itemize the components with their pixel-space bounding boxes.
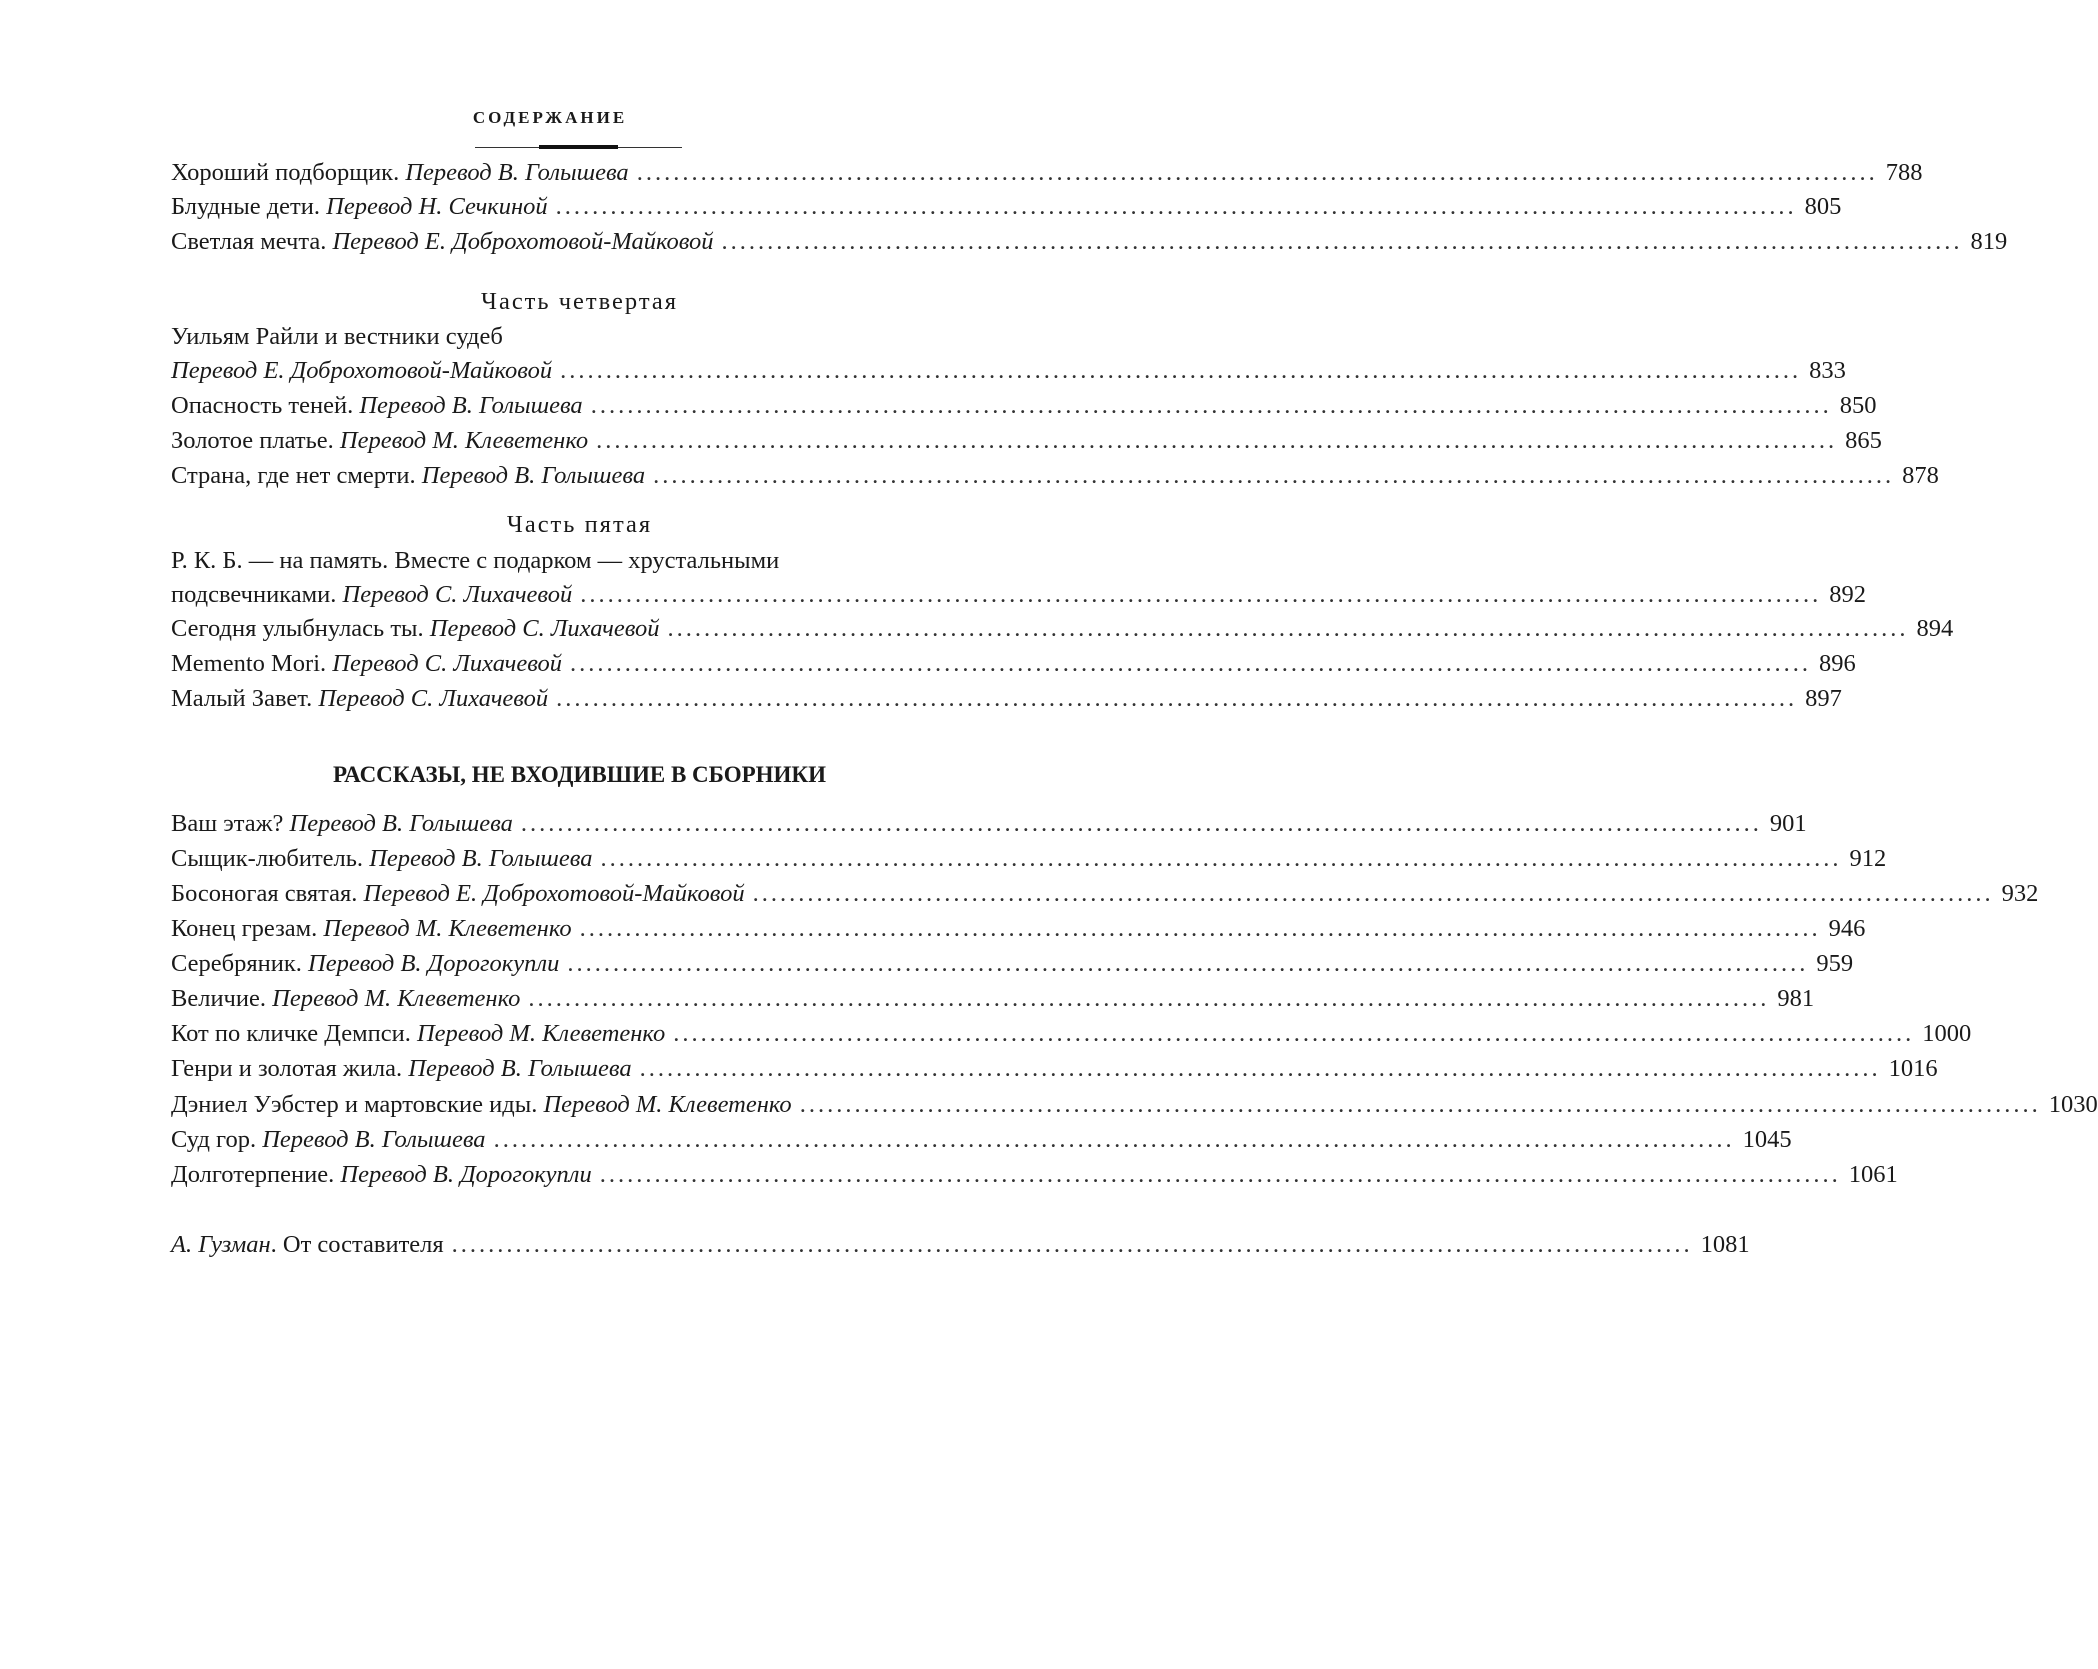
part-heading: Часть пятая: [506, 511, 653, 538]
leader-dots: ........................................................................................................................................: [667, 615, 1909, 642]
entry-title: Босоногая святая.: [171, 880, 364, 907]
toc-entry[interactable]: [171, 1158, 1898, 1192]
entry-page: 1081: [1700, 1231, 1750, 1258]
entry-title: Страна, где нет смерти.: [171, 462, 422, 489]
entry-translator: Перевод М. Клеветенко: [339, 427, 589, 454]
entry-translator: Перевод М. Клеветенко: [272, 985, 521, 1012]
entry-page: 1000: [1922, 1020, 1972, 1047]
leader-dots: ........................................................................................................................................: [520, 810, 1762, 837]
leader-dots: ........................................................................................................................................: [570, 650, 1812, 677]
leader-dots: ........................................................................................................................................: [556, 685, 1798, 712]
toc-entry[interactable]: [171, 912, 1866, 946]
entry-title-line: Р. К. Б. — на память. Вместе с подарком — хрустальными: [171, 547, 780, 574]
entry-page: 850: [1839, 392, 1877, 419]
leader-dots: ........................................................................................................................................: [636, 159, 1878, 186]
entry-title: Малый Завет.: [171, 685, 319, 712]
entry-page: 892: [1829, 581, 1866, 608]
leader-dots: ........................................................................................................................................: [721, 228, 1963, 255]
entry-page: 959: [1816, 950, 1854, 977]
entry-page: 894: [1916, 615, 1954, 642]
leader-dots: ........................................................................................................................................: [555, 193, 1797, 220]
entry-title: Опасность теней.: [171, 392, 360, 419]
entry-title: Величие.: [171, 985, 273, 1012]
entry-title: Кот по кличке Демпси.: [171, 1020, 417, 1047]
entry-title: Золотое платье.: [171, 427, 340, 454]
toc-entry-afterword[interactable]: [171, 1228, 1750, 1262]
entry-translator: Перевод В. Голышева: [262, 1126, 486, 1153]
afterword-author: А. Гузман: [171, 1231, 271, 1258]
entry-page: 1016: [1888, 1055, 1938, 1082]
entry-translator: Перевод В. Голышева: [405, 159, 629, 186]
toc-entry[interactable]: [171, 1123, 1792, 1157]
leader-dots: ........................................................................................................................................: [590, 392, 1832, 419]
entry-translator: Перевод С. Лихачевой: [332, 650, 563, 677]
toc-entry[interactable]: [171, 947, 1854, 981]
entry-title: подсвечниками.: [171, 581, 343, 608]
toc-entry[interactable]: [171, 459, 1939, 493]
entry-title: Ваш этаж?: [171, 810, 290, 837]
entry-translator: Перевод В. Дорогокупли: [308, 950, 560, 977]
toc-entry[interactable]: [171, 1017, 1972, 1051]
entry-title: Дэниел Уэбстер и мартовские иды.: [171, 1091, 544, 1118]
leader-dots: ........................................................................................................................................: [579, 915, 1821, 942]
entry-translator: Перевод Е. Доброхотовой-Майковой: [171, 357, 553, 384]
leader-dots: ........................................................................................................................................: [580, 581, 1822, 608]
toc-entry[interactable]: [171, 389, 1877, 423]
entry-page: 805: [1804, 193, 1842, 220]
entry-translator: Перевод М. Клеветенко: [543, 1091, 792, 1118]
entry-translator: Перевод В. Голышева: [408, 1055, 632, 1082]
entry-translator: Перевод С. Лихачевой: [318, 685, 549, 712]
toc-entry[interactable]: [171, 682, 1842, 716]
leader-dots: ........................................................................................................................................: [752, 880, 1994, 907]
entry-translator: Перевод В. Голышева: [359, 392, 583, 419]
toc-entry[interactable]: [171, 612, 1954, 646]
toc-entry[interactable]: [171, 877, 2039, 911]
entry-translator: Перевод Е. Доброхотовой-Майковой: [363, 880, 745, 907]
toc-entry[interactable]: [171, 225, 2008, 259]
entry-translator: Перевод В. Голышева: [421, 462, 646, 489]
entry-title-line: Уильям Райли и вестники судеб: [171, 323, 503, 350]
toc-entry[interactable]: [171, 1088, 2098, 1122]
afterword-title: . От составителя: [270, 1231, 444, 1258]
entry-page: 932: [2001, 880, 2039, 907]
entry-page: 981: [1777, 985, 1815, 1012]
entry-translator: Перевод В. Голышева: [369, 845, 593, 872]
entry-page: 878: [1902, 462, 1939, 489]
leader-dots: ........................................................................................................................................: [567, 950, 1809, 977]
leader-dots: ........................................................................................................................................: [673, 1020, 1915, 1047]
leader-dots: ........................................................................................................................................: [653, 462, 1895, 489]
leader-dots: ........................................................................................................................................: [599, 1161, 1841, 1188]
toc-entry[interactable]: [171, 647, 1856, 681]
entry-page: 1030: [2048, 1091, 2098, 1118]
entry-page: 1061: [1848, 1161, 1898, 1188]
entry-title: Суд гор.: [171, 1126, 263, 1153]
entry-page: 865: [1845, 427, 1882, 454]
entry-title: Генри и золотая жила.: [171, 1055, 409, 1082]
header-rule-accent: [539, 145, 618, 149]
entry-page: 788: [1885, 159, 1923, 186]
leader-dots: ........................................................................................................................................: [560, 357, 1802, 384]
entry-title: Хороший подборщик.: [171, 159, 406, 186]
leader-dots: ........................................................................................................................................: [493, 1126, 1735, 1153]
entry-title: Светлая мечта.: [171, 228, 333, 255]
toc-entry[interactable]: [171, 1052, 1938, 1086]
entry-page: 946: [1828, 915, 1866, 942]
part-heading: Часть четвертая: [481, 288, 678, 315]
entry-title: Долготерпение.: [171, 1161, 341, 1188]
entry-translator: Перевод В. Дорогокупли: [340, 1161, 592, 1188]
leader-dots: ........................................................................................................................................: [799, 1091, 2041, 1118]
entry-title: Сыщик-любитель.: [171, 845, 370, 872]
entry-page: 912: [1849, 845, 1887, 872]
entry-title: Блудные дети.: [171, 193, 327, 220]
leader-dots: ........................................................................................................................................: [596, 427, 1838, 454]
entry-page: 901: [1769, 810, 1807, 837]
toc-entry[interactable]: [171, 807, 1807, 841]
entry-title: Серебряник.: [171, 950, 308, 977]
toc-entry[interactable]: [171, 578, 1866, 612]
entry-translator: Перевод С. Лихачевой: [342, 581, 573, 608]
leader-dots: ........................................................................................................................................: [528, 985, 1770, 1012]
entry-title: Конец грезам.: [171, 915, 324, 942]
toc-entry[interactable]: [171, 424, 1882, 458]
entry-translator: Перевод М. Клеветенко: [323, 915, 572, 942]
toc-entry[interactable]: [171, 982, 1815, 1016]
toc-entry[interactable]: [171, 354, 1846, 388]
leader-dots: ........................................................................................................................................: [600, 845, 1842, 872]
entry-translator: Перевод Н. Сечкиной: [326, 193, 548, 220]
leader-dots: ........................................................................................................................................: [639, 1055, 1881, 1082]
entry-translator: Перевод Е. Доброхотовой-Майковой: [332, 228, 714, 255]
entry-page: 833: [1809, 357, 1846, 384]
toc-entry[interactable]: [171, 842, 1887, 876]
entry-page: 819: [1970, 228, 2008, 255]
entry-translator: Перевод С. Лихачевой: [429, 615, 660, 642]
entry-title: Сегодня улыбнулась ты.: [171, 615, 430, 642]
leader-dots: ........................................................................................................................................: [451, 1231, 1693, 1258]
entry-title: Memento Mori.: [171, 650, 333, 677]
entry-translator: Перевод М. Клеветенко: [416, 1020, 666, 1047]
entry-page: 897: [1805, 685, 1842, 712]
section-heading: РАССКАЗЫ, НЕ ВХОДИВШИЕ В СБОРНИКИ: [333, 762, 826, 787]
entry-page: 1045: [1742, 1126, 1792, 1153]
toc-entry[interactable]: [171, 190, 1842, 224]
page-header: СОДЕРЖАНИЕ: [472, 108, 628, 127]
toc-entry[interactable]: [171, 156, 1923, 190]
entry-translator: Перевод В. Голышева: [289, 810, 513, 837]
entry-page: 896: [1819, 650, 1856, 677]
